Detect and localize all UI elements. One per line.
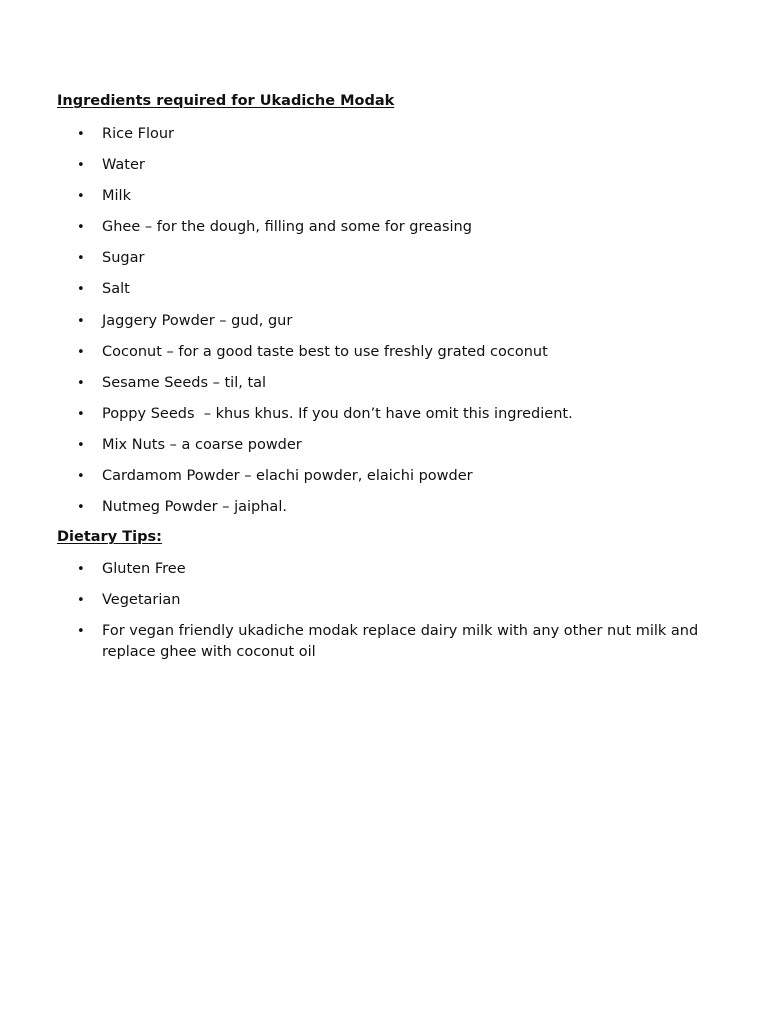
bullet-icon: • [77,127,85,142]
bullet-icon: • [77,593,85,609]
list-item [0,466,768,487]
list-item [0,155,768,176]
bullet-icon: • [77,500,85,516]
list-item [0,124,768,145]
ingredient-text: Sesame Seeds – til, tal [102,374,267,391]
bullet-icon: • [77,158,85,174]
ingredient-text: Poppy Seeds – khus khus. If you don’t have omit this ingredient. [102,405,573,422]
list-item [0,186,768,207]
ingredient-text: Rice Flour [102,126,174,142]
list-item [0,373,768,394]
ingredient-text: Ghee – for the dough, filling and some for greasing [102,219,472,236]
list-item [0,217,768,238]
ingredient-text: Coconut – for a good taste best to use freshly grated coconut [102,343,548,360]
list-item [0,342,768,363]
list-item [0,435,768,456]
bullet-icon: • [77,251,85,267]
bullet-icon: • [77,406,85,422]
ingredient-text: Cardamom Powder – elachi powder, elaichi powder [102,468,473,485]
ingredients-heading: Ingredients required for Ukadiche Modak [57,93,395,109]
list-item [0,248,768,269]
ingredient-text: Water [102,157,145,174]
list-item [0,279,768,300]
dietary-tips-list [0,559,768,673]
bullet-icon: • [77,437,85,453]
tip-text: For vegan friendly ukadiche modak replace dairy milk with any other nut milk and replace ghee with coconut oil [102,623,699,661]
bullet-icon: • [77,189,85,205]
list-item [0,497,768,518]
bullet-icon: • [77,562,85,577]
tip-text: Gluten Free [102,561,186,577]
dietary-tips-heading: Dietary Tips: [57,529,162,545]
list-item [0,404,768,425]
ingredient-text: Mix Nuts – a coarse powder [102,436,302,453]
ingredient-text: Sugar [102,250,145,267]
ingredient-text: Milk [102,188,131,205]
bullet-icon: • [77,344,85,360]
bullet-icon: • [77,375,85,391]
tip-text: Vegetarian [102,592,181,609]
ingredient-text: Jaggery Powder – gud, gur [102,312,293,329]
ingredient-text: Salt [102,281,130,298]
ingredients-list [0,124,768,528]
bullet-icon: • [77,220,85,236]
bullet-icon: • [77,282,85,298]
ingredient-text: Nutmeg Powder – jaiphal. [102,499,287,516]
bullet-icon: • [77,469,85,485]
list-item [0,311,768,332]
list-item [0,559,768,580]
bullet-icon: • [77,313,85,329]
bullet-icon: • [77,624,85,640]
list-item [0,621,768,663]
list-item [0,590,768,611]
